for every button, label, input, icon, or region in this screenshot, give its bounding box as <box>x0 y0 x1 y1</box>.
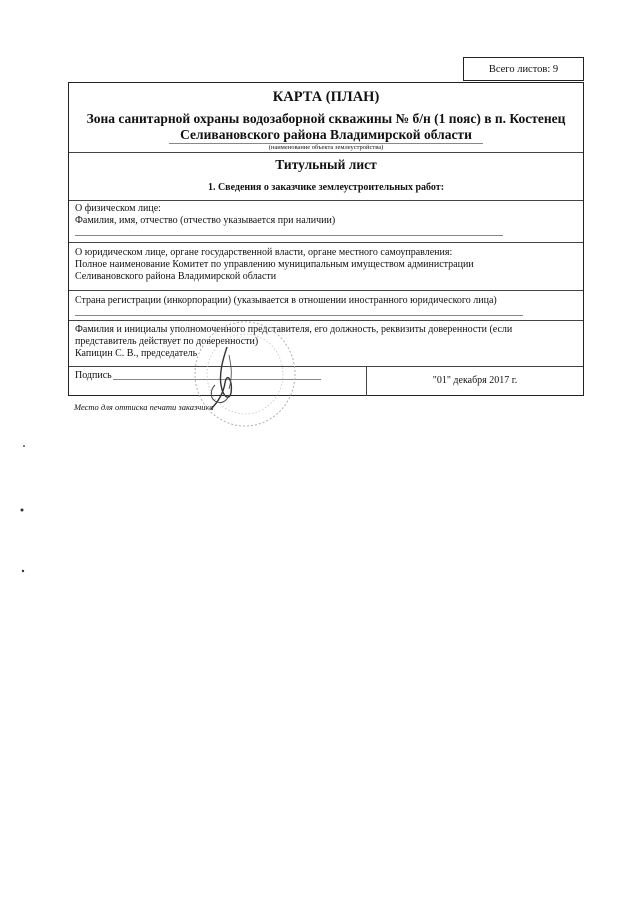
title-block <box>69 83 583 153</box>
signature-line <box>113 379 321 380</box>
individual-fio-label: Фамилия, имя, отчество (отчество указывается при наличии) <box>75 215 336 226</box>
section1-heading: 1. Сведения о заказчике землеустроительных работ: <box>207 182 445 193</box>
total-sheets-box <box>463 57 584 81</box>
signature-row <box>69 367 583 396</box>
representative-label-line2: представитель действует по доверенности) <box>75 336 259 347</box>
object-caption: (наименование объекта землеустройства) <box>268 144 384 151</box>
individual-fio-line <box>75 235 503 236</box>
signature-date: "01" декабря 2017 г. <box>432 375 518 386</box>
individual-label: О физическом лице: <box>75 203 161 214</box>
representative-value: Капицин С. В., председатель <box>75 348 198 359</box>
total-sheets-text: Всего листов: 9 <box>488 63 559 75</box>
object-name-line2: Селивановского района Владимирской области <box>180 127 472 142</box>
margin-marks <box>18 440 38 580</box>
legal-entity-label: О юридическом лице, органе государственной власти, органе местного самоуправления: <box>75 247 453 258</box>
registration-country-line <box>75 315 523 316</box>
registration-country-label: Страна регистрации (инкорпорации) (указывается в отношении иностранного юридического лица) <box>75 295 497 306</box>
document-frame <box>68 82 584 396</box>
object-name-line1: Зона санитарной охраны водозаборной скважины № б/н (1 пояс) в п. Костенец <box>86 111 566 126</box>
stamp-place-label: Место для оттиска печати заказчика <box>74 402 214 412</box>
representative-row <box>69 321 583 367</box>
legal-entity-name-line1: Полное наименование Комитет по управлению муниципальным имуществом администрации <box>75 259 474 270</box>
legal-entity-row <box>69 243 583 291</box>
title-sheet-heading: Титульный лист <box>275 157 377 172</box>
title-sheet-block <box>69 153 583 201</box>
document-title: КАРТА (ПЛАН) <box>272 89 380 105</box>
legal-entity-name-line2: Селивановского района Владимирской области <box>75 271 277 282</box>
individual-row <box>69 201 583 243</box>
representative-label-line1: Фамилия и инициалы уполномоченного представителя, его должность, реквизиты доверенности (если <box>75 324 513 335</box>
signature-label: Подпись <box>75 370 112 381</box>
registration-country-row <box>69 291 583 321</box>
